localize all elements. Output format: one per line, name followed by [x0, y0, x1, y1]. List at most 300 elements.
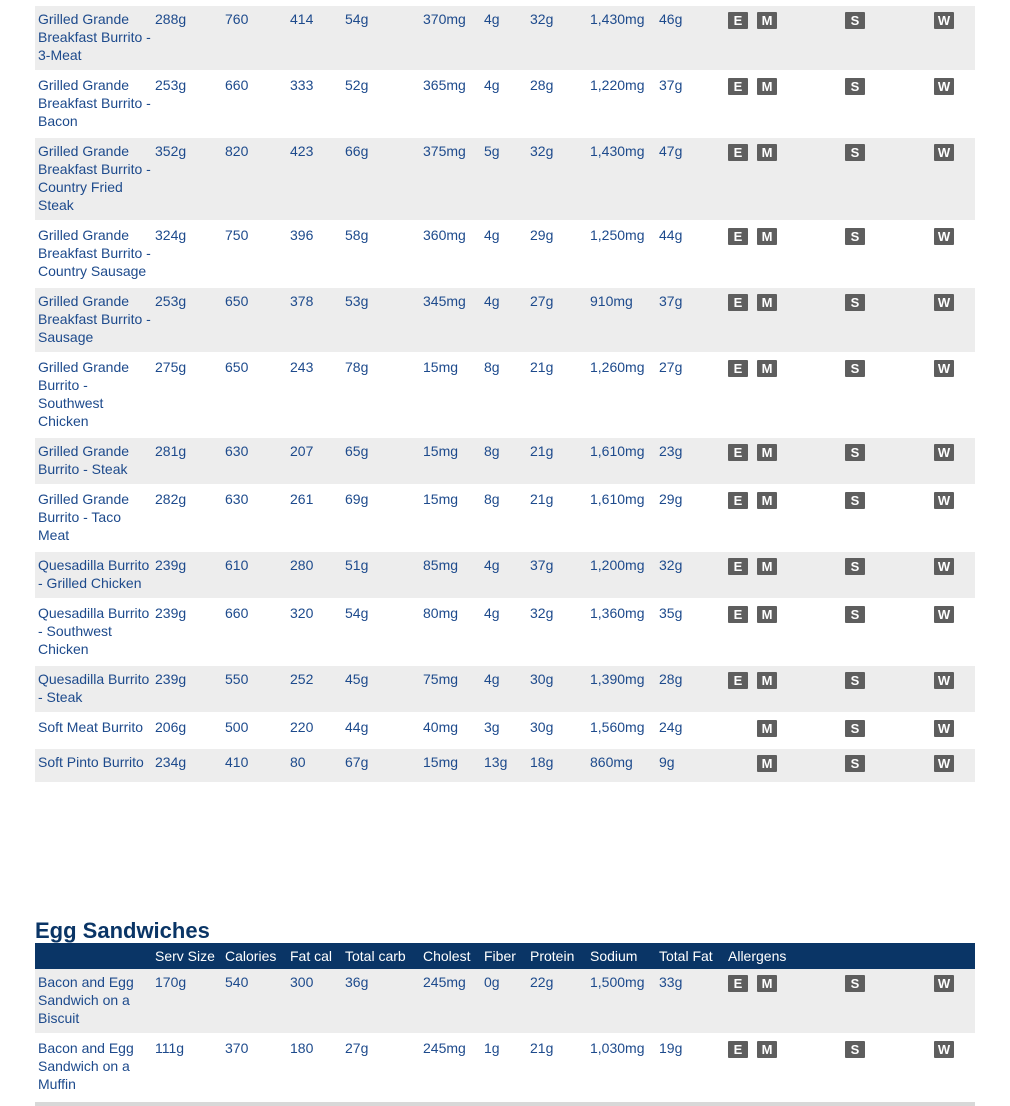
cell-allergen [931, 437, 975, 485]
cell-allergen [842, 71, 931, 137]
item-name-cell [35, 713, 152, 748]
header-protein: Protein [527, 943, 587, 969]
allergen-badge: E [728, 294, 748, 311]
item-name-cell [35, 437, 152, 485]
cell-allergen [931, 485, 975, 551]
item-name-link[interactable]: Grilled Grande Burrito - Southwest Chicken [38, 359, 130, 429]
cell-sodium: 1,560mg [587, 713, 656, 748]
cell-sodium: 1,250mg [587, 221, 656, 287]
cell-chol: 15mg [420, 437, 481, 485]
cell-allergen [842, 353, 931, 437]
cell-fatcal: 300 [287, 969, 342, 1034]
cell-fiber: 8g [481, 353, 527, 437]
cell-cal: 820 [222, 137, 287, 221]
cell-fatcal: 378 [287, 287, 342, 353]
allergen-badge: M [757, 1041, 777, 1058]
cell-allergen [754, 221, 842, 287]
cell-allergen [931, 137, 975, 221]
cell-carb: 54g [342, 599, 420, 665]
cell-allergen [725, 1034, 754, 1100]
cell-protein: 21g [527, 437, 587, 485]
cell-fiber: 4g [481, 287, 527, 353]
cell-chol: 80mg [420, 599, 481, 665]
cell-protein: 30g [527, 713, 587, 748]
allergen-badge: E [728, 228, 748, 245]
cell-cal: 410 [222, 748, 287, 783]
cell-cal: 660 [222, 599, 287, 665]
cell-chol: 85mg [420, 551, 481, 599]
cell-allergen [754, 485, 842, 551]
allergen-badge: M [757, 144, 777, 161]
cell-allergen [931, 221, 975, 287]
item-name-link[interactable]: Grilled Grande Burrito - Taco Meat [38, 491, 130, 543]
cell-sodium: 1,030mg [587, 1034, 656, 1100]
allergen-badge: W [934, 975, 954, 992]
cell-sodium: 1,500mg [587, 969, 656, 1034]
cell-serv: 234g [152, 748, 222, 783]
table-row [35, 6, 975, 71]
cell-sodium: 1,390mg [587, 665, 656, 713]
allergen-badge: S [845, 492, 865, 509]
allergen-badge: M [757, 606, 777, 623]
allergen-badge: S [845, 12, 865, 29]
allergen-badge: W [934, 360, 954, 377]
cell-allergen [754, 137, 842, 221]
header-allergens: Allergens [725, 943, 975, 969]
item-name-link[interactable]: Soft Pinto Burrito [38, 754, 144, 770]
cell-allergen [931, 713, 975, 748]
cell-allergen [754, 71, 842, 137]
cell-fiber: 4g [481, 551, 527, 599]
cell-cal: 540 [222, 969, 287, 1034]
table-row [35, 353, 975, 437]
cell-cal: 500 [222, 713, 287, 748]
cell-serv: 239g [152, 599, 222, 665]
allergen-badge: E [728, 444, 748, 461]
cell-cal: 750 [222, 221, 287, 287]
table-row [35, 713, 975, 748]
header-total-fat: Total Fat [656, 943, 725, 969]
cell-serv: 206g [152, 713, 222, 748]
cell-sodium: 1,610mg [587, 485, 656, 551]
allergen-badge: S [845, 444, 865, 461]
allergen-badge: M [757, 492, 777, 509]
cell-protein: 22g [527, 969, 587, 1034]
cell-fat: 37g [656, 71, 725, 137]
allergen-badge: W [934, 558, 954, 575]
cell-protein: 21g [527, 485, 587, 551]
allergen-badge: S [845, 78, 865, 95]
cell-fat: 47g [656, 137, 725, 221]
cell-allergen [842, 599, 931, 665]
cell-allergen [754, 551, 842, 599]
cell-allergen [931, 665, 975, 713]
cell-allergen [842, 969, 931, 1034]
cell-fatcal: 333 [287, 71, 342, 137]
item-name-cell [35, 137, 152, 221]
item-name-cell [35, 6, 152, 71]
table-row [35, 599, 975, 665]
cell-protein: 27g [527, 287, 587, 353]
cell-allergen [842, 713, 931, 748]
header-fiber: Fiber [481, 943, 527, 969]
cell-carb: 36g [342, 969, 420, 1034]
allergen-badge: S [845, 720, 865, 737]
allergen-badge: W [934, 144, 954, 161]
item-name-link[interactable]: Grilled Grande Breakfast Burrito - 3-Meat [38, 11, 151, 63]
cell-fatcal: 80 [287, 748, 342, 783]
item-name-cell [35, 748, 152, 783]
cell-serv: 239g [152, 665, 222, 713]
allergen-badge: M [757, 12, 777, 29]
cell-carb: 58g [342, 221, 420, 287]
cell-allergen [842, 485, 931, 551]
cell-protein: 28g [527, 71, 587, 137]
table-row [35, 137, 975, 221]
cell-allergen [754, 6, 842, 71]
cell-fiber: 1g [481, 1034, 527, 1100]
item-name-link[interactable]: Grilled Grande Breakfast Burrito - Country Fried Steak [38, 143, 151, 213]
allergen-badge: E [728, 492, 748, 509]
item-name-link[interactable]: Grilled Grande Breakfast Burrito - Sausage [38, 293, 151, 345]
cell-chol: 345mg [420, 287, 481, 353]
cell-fat: 28g [656, 665, 725, 713]
allergen-badge: E [728, 672, 748, 689]
cell-fat: 35g [656, 599, 725, 665]
cell-serv: 170g [152, 969, 222, 1034]
table-row [35, 551, 975, 599]
table-row [35, 287, 975, 353]
cell-protein: 37g [527, 551, 587, 599]
cell-fiber: 13g [481, 748, 527, 783]
cell-carb: 45g [342, 665, 420, 713]
table-row [35, 437, 975, 485]
allergen-badge: S [845, 558, 865, 575]
allergen-badge: E [728, 12, 748, 29]
cell-fiber: 8g [481, 485, 527, 551]
item-name-cell [35, 221, 152, 287]
cell-fat: 24g [656, 713, 725, 748]
cell-fatcal: 280 [287, 551, 342, 599]
item-name-cell [35, 485, 152, 551]
cell-allergen [725, 221, 754, 287]
header-sodium: Sodium [587, 943, 656, 969]
cell-serv: 253g [152, 71, 222, 137]
cell-carb: 66g [342, 137, 420, 221]
cell-fiber: 4g [481, 599, 527, 665]
cell-carb: 69g [342, 485, 420, 551]
cell-cal: 370 [222, 1034, 287, 1100]
allergen-badge: S [845, 144, 865, 161]
allergen-badge: W [934, 755, 954, 772]
cell-chol: 15mg [420, 485, 481, 551]
allergen-badge: E [728, 360, 748, 377]
cell-protein: 21g [527, 353, 587, 437]
cell-serv: 275g [152, 353, 222, 437]
cell-carb: 54g [342, 6, 420, 71]
cell-allergen [725, 969, 754, 1034]
cell-sodium: 1,220mg [587, 71, 656, 137]
cell-chol: 245mg [420, 1034, 481, 1100]
cell-fiber: 4g [481, 221, 527, 287]
allergen-badge: S [845, 228, 865, 245]
item-name-cell [35, 1034, 152, 1100]
cell-cal: 650 [222, 353, 287, 437]
cell-allergen [842, 6, 931, 71]
cell-chol: 370mg [420, 6, 481, 71]
cell-fatcal: 243 [287, 353, 342, 437]
item-name-cell [35, 353, 152, 437]
cell-fat: 46g [656, 6, 725, 71]
item-name-link[interactable]: Quesadilla Burrito - Steak [38, 671, 150, 705]
cell-allergen [725, 287, 754, 353]
cell-allergen [754, 287, 842, 353]
table-row [35, 71, 975, 137]
item-name-link[interactable]: Quesadilla Burrito - Grilled Chicken [38, 557, 150, 591]
cell-fiber: 8g [481, 437, 527, 485]
cell-allergen [842, 748, 931, 783]
allergen-badge: W [934, 444, 954, 461]
allergen-badge: W [934, 672, 954, 689]
allergen-badge: E [728, 78, 748, 95]
allergen-badge: E [728, 606, 748, 623]
allergen-badge: W [934, 228, 954, 245]
cell-allergen [842, 665, 931, 713]
cell-allergen [725, 551, 754, 599]
cell-chol: 15mg [420, 748, 481, 783]
table-header-row [35, 943, 975, 969]
cell-chol: 15mg [420, 353, 481, 437]
cell-fatcal: 396 [287, 221, 342, 287]
cell-fiber: 0g [481, 969, 527, 1034]
cell-sodium: 1,260mg [587, 353, 656, 437]
cell-protein: 30g [527, 665, 587, 713]
cell-allergen [725, 748, 754, 783]
header-calories: Calories [222, 943, 287, 969]
cell-chol: 245mg [420, 969, 481, 1034]
item-name-cell [35, 551, 152, 599]
cell-chol: 360mg [420, 221, 481, 287]
cell-allergen [754, 665, 842, 713]
cell-allergen [842, 1034, 931, 1100]
cell-cal: 660 [222, 71, 287, 137]
cell-allergen [931, 748, 975, 783]
cell-allergen [842, 221, 931, 287]
allergen-badge: E [728, 1041, 748, 1058]
cell-allergen [725, 665, 754, 713]
section-title-egg-sandwiches: Egg Sandwiches [35, 918, 210, 943]
cell-protein: 32g [527, 599, 587, 665]
cell-allergen [754, 1034, 842, 1100]
allergen-badge: S [845, 975, 865, 992]
cell-fat: 29g [656, 485, 725, 551]
item-name-cell [35, 287, 152, 353]
header-cholest: Cholest [420, 943, 481, 969]
allergen-badge: M [757, 558, 777, 575]
cell-allergen [842, 437, 931, 485]
allergen-badge: M [757, 672, 777, 689]
cell-allergen [725, 353, 754, 437]
item-name-link[interactable]: Grilled Grande Breakfast Burrito - Bacon [38, 77, 151, 129]
cell-allergen [931, 599, 975, 665]
cell-allergen [725, 485, 754, 551]
cell-carb: 53g [342, 287, 420, 353]
cell-fatcal: 423 [287, 137, 342, 221]
cell-fatcal: 320 [287, 599, 342, 665]
cell-chol: 40mg [420, 713, 481, 748]
item-name-link[interactable]: Bacon and Egg Sandwich on a Biscuit [38, 974, 134, 1026]
allergen-badge: M [757, 294, 777, 311]
cell-allergen [725, 71, 754, 137]
item-name-cell [35, 665, 152, 713]
cell-carb: 51g [342, 551, 420, 599]
cell-cal: 760 [222, 6, 287, 71]
cell-allergen [725, 6, 754, 71]
cell-carb: 27g [342, 1034, 420, 1100]
item-name-link[interactable]: Quesadilla Burrito - Southwest Chicken [38, 605, 150, 657]
cell-fatcal: 252 [287, 665, 342, 713]
cell-allergen [931, 1034, 975, 1100]
cell-fiber: 4g [481, 6, 527, 71]
cell-allergen [725, 713, 754, 748]
cell-fiber: 4g [481, 71, 527, 137]
cell-chol: 375mg [420, 137, 481, 221]
cell-allergen [842, 551, 931, 599]
item-name-cell [35, 599, 152, 665]
cell-serv: 111g [152, 1034, 222, 1100]
cell-fat: 9g [656, 748, 725, 783]
cell-cal: 610 [222, 551, 287, 599]
cell-allergen [754, 353, 842, 437]
allergen-badge: S [845, 672, 865, 689]
cell-protein: 32g [527, 6, 587, 71]
allergen-badge: S [845, 755, 865, 772]
cell-allergen [842, 137, 931, 221]
cell-fat: 19g [656, 1034, 725, 1100]
allergen-badge: W [934, 78, 954, 95]
cell-sodium: 1,360mg [587, 599, 656, 665]
allergen-badge: W [934, 720, 954, 737]
item-name-link[interactable]: Bacon and Egg Sandwich on a Muffin [38, 1040, 134, 1092]
cell-serv: 288g [152, 6, 222, 71]
item-name-link[interactable]: Grilled Grande Breakfast Burrito - Country Sausage [38, 227, 151, 279]
cell-chol: 75mg [420, 665, 481, 713]
cell-cal: 550 [222, 665, 287, 713]
allergen-badge: E [728, 975, 748, 992]
cell-allergen [725, 437, 754, 485]
cell-serv: 352g [152, 137, 222, 221]
cell-sodium: 1,610mg [587, 437, 656, 485]
cell-serv: 324g [152, 221, 222, 287]
burrito-nutrition-table [35, 6, 975, 784]
cell-allergen [931, 969, 975, 1034]
cell-carb: 52g [342, 71, 420, 137]
cell-allergen [931, 551, 975, 599]
table-row [35, 969, 975, 1034]
cell-chol: 365mg [420, 71, 481, 137]
cell-serv: 239g [152, 551, 222, 599]
allergen-badge: M [757, 720, 777, 737]
cell-allergen [725, 599, 754, 665]
cell-fat: 27g [656, 353, 725, 437]
allergen-badge: S [845, 360, 865, 377]
cell-sodium: 910mg [587, 287, 656, 353]
allergen-badge: M [757, 228, 777, 245]
cell-allergen [754, 748, 842, 783]
table-row [35, 485, 975, 551]
cell-allergen [931, 353, 975, 437]
cell-allergen [725, 137, 754, 221]
header-item [35, 943, 152, 969]
cell-protein: 21g [527, 1034, 587, 1100]
cell-fatcal: 207 [287, 437, 342, 485]
allergen-badge: M [757, 755, 777, 772]
cell-fat: 37g [656, 287, 725, 353]
cell-fiber: 5g [481, 137, 527, 221]
cell-serv: 253g [152, 287, 222, 353]
cell-cal: 630 [222, 485, 287, 551]
cell-fat: 33g [656, 969, 725, 1034]
table-bottom-divider [35, 1102, 975, 1106]
header-total-carb: Total carb [342, 943, 420, 969]
cell-allergen [754, 969, 842, 1034]
header-fat-cal: Fat cal [287, 943, 342, 969]
cell-fiber: 4g [481, 665, 527, 713]
cell-serv: 281g [152, 437, 222, 485]
table-row [35, 1034, 975, 1100]
allergen-badge: E [728, 558, 748, 575]
header-serv-size: Serv Size [152, 943, 222, 969]
table-row [35, 748, 975, 783]
cell-cal: 650 [222, 287, 287, 353]
cell-carb: 65g [342, 437, 420, 485]
cell-carb: 67g [342, 748, 420, 783]
cell-allergen [754, 713, 842, 748]
cell-protein: 18g [527, 748, 587, 783]
cell-protein: 29g [527, 221, 587, 287]
allergen-badge: W [934, 606, 954, 623]
cell-allergen [754, 437, 842, 485]
cell-sodium: 1,430mg [587, 6, 656, 71]
allergen-badge: W [934, 12, 954, 29]
item-name-link[interactable]: Grilled Grande Burrito - Steak [38, 443, 130, 477]
item-name-cell [35, 969, 152, 1034]
allergen-badge: W [934, 1041, 954, 1058]
item-name-cell [35, 71, 152, 137]
cell-sodium: 860mg [587, 748, 656, 783]
allergen-badge: E [728, 144, 748, 161]
cell-allergen [842, 287, 931, 353]
cell-serv: 282g [152, 485, 222, 551]
cell-cal: 630 [222, 437, 287, 485]
egg-sandwich-nutrition-table [35, 943, 975, 1101]
allergen-badge: M [757, 975, 777, 992]
table-row [35, 221, 975, 287]
cell-sodium: 1,200mg [587, 551, 656, 599]
cell-protein: 32g [527, 137, 587, 221]
cell-fiber: 3g [481, 713, 527, 748]
cell-allergen [754, 599, 842, 665]
cell-allergen [931, 6, 975, 71]
cell-carb: 44g [342, 713, 420, 748]
allergen-badge: S [845, 294, 865, 311]
table-row [35, 665, 975, 713]
cell-fatcal: 414 [287, 6, 342, 71]
allergen-badge: M [757, 360, 777, 377]
item-name-link[interactable]: Soft Meat Burrito [38, 719, 144, 735]
allergen-badge: W [934, 492, 954, 509]
allergen-badge: W [934, 294, 954, 311]
